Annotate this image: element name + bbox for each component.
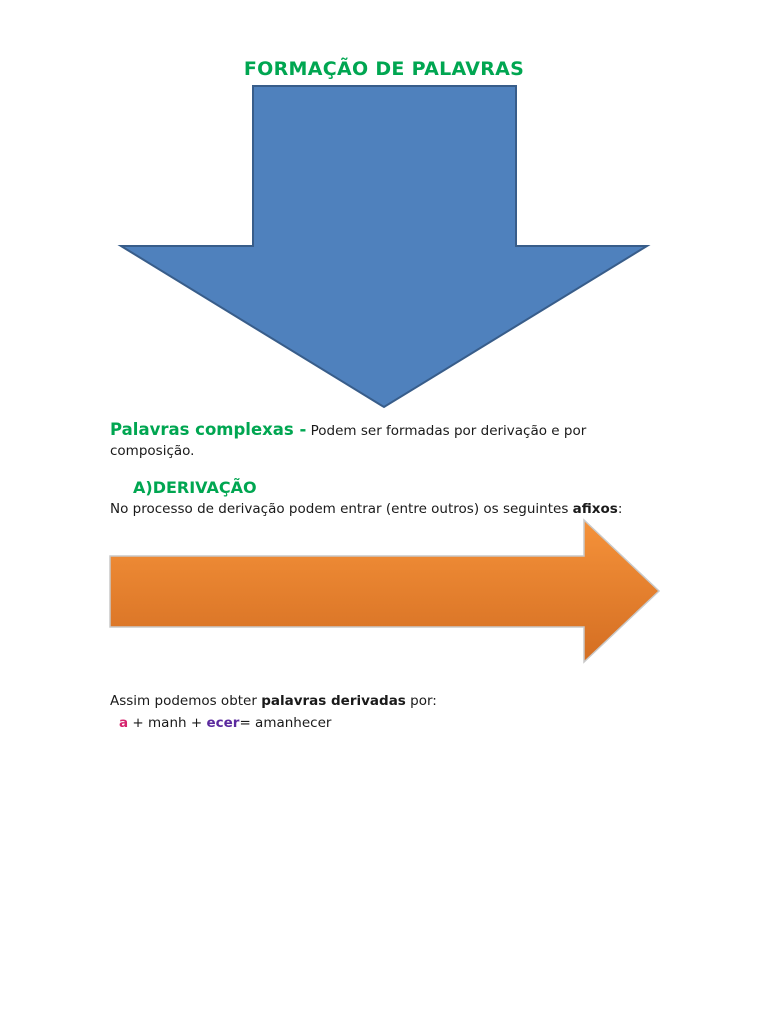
- derived-paragraph: [110, 691, 437, 711]
- intro-text: Podem ser formadas por derivação e por composição.: [110, 423, 587, 459]
- right-arrow-shape: [110, 520, 659, 662]
- derived-text: Assim podemos obter: [110, 693, 262, 709]
- derived-bold: palavras derivadas: [261, 693, 406, 709]
- intro-paragraph: [110, 420, 650, 461]
- section-heading-derivacao: A)DERIVAÇÃO: [133, 478, 257, 497]
- down-arrow-shape: [121, 86, 647, 407]
- page-title: FORMAÇÃO DE PALAVRAS: [243, 58, 525, 80]
- example-line: [119, 713, 331, 733]
- afixos-paragraph: [110, 499, 622, 519]
- intro-lead: Palavras complexas -: [110, 420, 307, 439]
- afixos-text: No processo de derivação podem entrar (entre outros) os seguintes: [110, 501, 573, 517]
- example-result: = amanhecer: [239, 715, 332, 731]
- example-plus: + manh +: [128, 715, 207, 731]
- example-suffix: ecer: [206, 715, 240, 731]
- afixos-bold: afixos: [572, 501, 618, 517]
- derived-tail: por:: [405, 693, 437, 709]
- afixos-colon: :: [617, 501, 623, 517]
- example-prefix: a: [119, 715, 129, 731]
